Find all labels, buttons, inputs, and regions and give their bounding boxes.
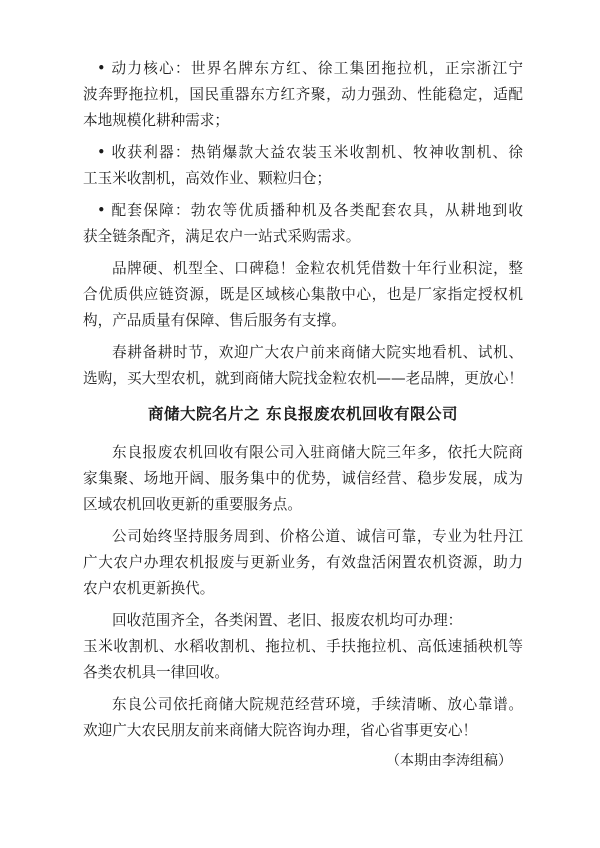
bullet-power-line-1: • 动力核心：世界名牌东方红、徐工集团拖拉机，正宗浙江宁 <box>97 60 523 77</box>
scope-paragraph-line-3: 各类农机具一律回收。 <box>83 664 229 681</box>
bullet-power-line-2: 波奔野拖拉机，国民重器东方红齐聚，动力强劲、性能稳定，适配 <box>83 86 523 103</box>
intro-paragraph-line-2: 家集聚、场地开阔、服务集中的优势，诚信经营、稳步发展，成为 <box>83 470 523 487</box>
bullet-support-line-2: 获全链条配齐，满足农户一站式采购需求。 <box>83 228 361 245</box>
intro-paragraph-line-1: 东良报废农机回收有限公司入驻商储大院三年多，依托大院商 <box>112 444 523 461</box>
service-paragraph-line-3: 农户农机更新换代。 <box>83 580 215 597</box>
service-paragraph-line-1: 公司始终坚持服务周到、价格公道、诚信可靠，专业为牡丹江 <box>112 528 523 545</box>
brand-paragraph-line-1: 品牌硬、机型全、口碑稳！金粒农机凭借数十年行业积淀，整 <box>112 260 523 277</box>
bullet-harvest-line-1: • 收获利器：热销爆款大益农装玉米收割机、牧神收割机、徐 <box>97 144 523 161</box>
section1-body <box>83 56 523 392</box>
scope-paragraph-line-1: 回收范围齐全，各类闲置、老旧、报废农机均可办理： <box>112 612 463 629</box>
spring-paragraph-line-1: 春耕备耕时节，欢迎广大农户前来商储大院实地看机、试机、 <box>112 344 523 361</box>
intro-paragraph-line-3: 区域农机回收更新的重要服务点。 <box>83 496 302 513</box>
section2-body <box>83 440 523 744</box>
bullet-harvest-line-2: 工玉米收割机，高效作业、颗粒归仓； <box>83 170 332 187</box>
bullet-power-line-3: 本地规模化耕种需求； <box>83 112 229 129</box>
closing-paragraph-line-2: 欢迎广大农民朋友前来商储大院咨询办理，省心省事更安心！ <box>83 722 478 739</box>
service-paragraph-line-2: 广大农户办理农机报废与更新业务，有效盘活闲置农机资源，助力 <box>83 554 523 571</box>
closing-paragraph-line-1: 东良公司依托商储大院规范经营环境，手续清晰、放心靠谱。 <box>112 696 523 713</box>
scope-paragraph-line-2: 玉米收割机、水稻收割机、拖拉机、手扶拖拉机、高低速插秧机等 <box>83 638 523 655</box>
section2-title: 商储大院名片之 东良报废农机回收有限公司 <box>148 404 458 423</box>
bullet-support-line-1: • 配套保障：勃农等优质播种机及各类配套农具，从耕地到收 <box>97 202 523 219</box>
brand-paragraph-line-3: 构，产品质量有保障、售后服务有支撑。 <box>83 312 346 329</box>
brand-paragraph-line-2: 合优质供应链资源，既是区域核心集散中心，也是厂家指定授权机 <box>83 286 523 303</box>
editor-credit: （本期由李涛组稿） <box>386 753 512 769</box>
spring-paragraph-line-2: 选购，买大型农机，就到商储大院找金粒农机——老品牌，更放心！ <box>83 370 523 387</box>
